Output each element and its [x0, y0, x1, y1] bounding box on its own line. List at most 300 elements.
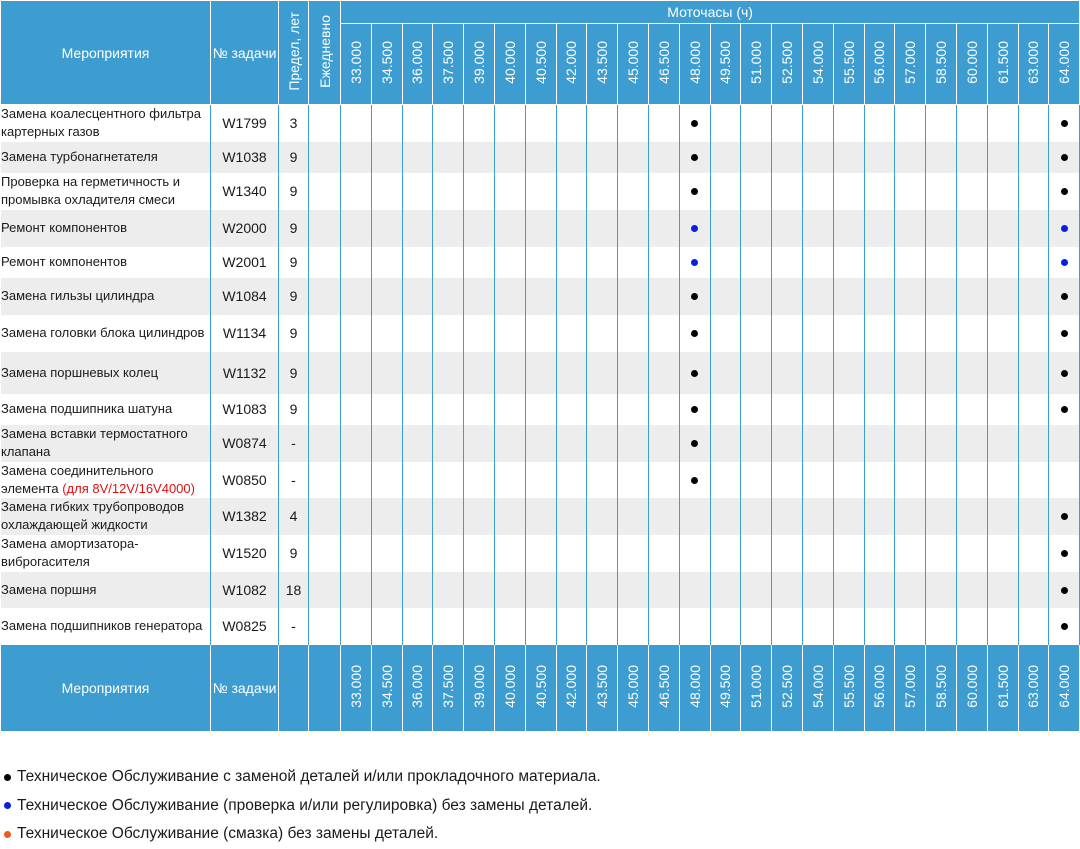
hour-cell-40.000 [494, 535, 525, 572]
hour-cell-37.500 [433, 425, 464, 462]
black-dot-icon [1061, 293, 1068, 300]
hour-cell-36.000 [402, 142, 433, 173]
hour-footer-63.000: 63.000 [1018, 645, 1049, 732]
blue-dot-icon [1061, 225, 1068, 232]
hour-cell-37.500 [433, 247, 464, 278]
hour-cell-60.000 [956, 210, 987, 247]
hour-cell-48.000 [679, 572, 710, 608]
hour-footer-43.500: 43.500 [587, 645, 618, 732]
header-task-number: № задачи [211, 1, 279, 105]
hour-cell-34.500 [371, 173, 402, 210]
daily-cell [309, 173, 341, 210]
hour-cell-55.500 [833, 394, 864, 425]
hour-cell-34.500 [371, 315, 402, 352]
hour-header-39.000: 39.000 [464, 24, 495, 105]
hour-cell-55.500 [833, 173, 864, 210]
hour-cell-33.000 [341, 315, 372, 352]
hour-cell-46.500 [648, 352, 679, 394]
hour-cell-39.000 [464, 105, 495, 142]
hour-cell-61.500 [987, 394, 1018, 425]
hour-cell-61.500 [987, 210, 1018, 247]
hour-cell-43.500 [587, 535, 618, 572]
hour-cell-51.000 [741, 394, 772, 425]
hour-cell-36.000 [402, 498, 433, 535]
hour-header-54.000: 54.000 [802, 24, 833, 105]
hour-cell-40.000 [494, 210, 525, 247]
hour-cell-45.000 [618, 535, 649, 572]
hour-cell-54.000 [802, 425, 833, 462]
hour-cell-60.000 [956, 535, 987, 572]
activity-cell: Замена амортизатора-виброгасителя [1, 535, 211, 572]
hour-cell-46.500 [648, 315, 679, 352]
hour-cell-57.000 [895, 173, 926, 210]
hour-cell-51.000 [741, 462, 772, 498]
hour-cell-52.500 [772, 142, 803, 173]
legend-text: Техническое Обслуживание (проверка и/или регулировка) без замены деталей. [17, 796, 593, 814]
hour-cell-48.000 [679, 173, 710, 210]
hour-cell-40.000 [494, 572, 525, 608]
header-daily: Ежедневно [309, 1, 341, 105]
hour-header-46.500: 46.500 [648, 24, 679, 105]
hour-cell-57.000 [895, 142, 926, 173]
hour-cell-55.500 [833, 572, 864, 608]
hour-cell-36.000 [402, 247, 433, 278]
hour-cell-57.000 [895, 462, 926, 498]
hour-cell-60.000 [956, 462, 987, 498]
table-row [1, 278, 1080, 315]
hour-cell-64.000 [1049, 462, 1080, 498]
limit-years-cell: 9 [279, 394, 309, 425]
hour-footer-58.500: 58.500 [926, 645, 957, 732]
hour-cell-37.500 [433, 315, 464, 352]
orange-dot-icon [4, 831, 11, 838]
hour-cell-60.000 [956, 247, 987, 278]
hour-cell-49.500 [710, 425, 741, 462]
hour-cell-42.000 [556, 278, 587, 315]
hour-cell-37.500 [433, 535, 464, 572]
hour-cell-54.000 [802, 315, 833, 352]
black-dot-icon [691, 154, 698, 161]
hour-cell-46.500 [648, 425, 679, 462]
hour-cell-63.000 [1018, 608, 1049, 645]
hour-cell-45.000 [618, 210, 649, 247]
hour-cell-34.500 [371, 210, 402, 247]
hour-cell-54.000 [802, 210, 833, 247]
hour-cell-64.000 [1049, 142, 1080, 173]
hour-cell-34.500 [371, 352, 402, 394]
hour-cell-40.500 [525, 462, 556, 498]
legend-item [4, 763, 601, 792]
hour-cell-61.500 [987, 572, 1018, 608]
hour-cell-63.000 [1018, 210, 1049, 247]
limit-years-cell: 9 [279, 352, 309, 394]
hour-cell-57.000 [895, 498, 926, 535]
hour-cell-40.000 [494, 105, 525, 142]
hour-cell-56.000 [864, 535, 895, 572]
legend-text: Техническое Обслуживание с заменой деталей и/или прокладочного материала. [17, 768, 601, 785]
hour-header-64.000: 64.000 [1049, 24, 1080, 105]
hour-cell-36.000 [402, 608, 433, 645]
hour-cell-48.000 [679, 535, 710, 572]
table-row [1, 352, 1080, 394]
hour-footer-36.000: 36.000 [402, 645, 433, 732]
hour-cell-54.000 [802, 247, 833, 278]
hour-cell-58.500 [926, 105, 957, 142]
hour-cell-52.500 [772, 210, 803, 247]
hour-cell-52.500 [772, 352, 803, 394]
hour-cell-39.000 [464, 498, 495, 535]
hour-cell-40.500 [525, 278, 556, 315]
hour-cell-34.500 [371, 394, 402, 425]
hour-cell-42.000 [556, 425, 587, 462]
hour-cell-45.000 [618, 572, 649, 608]
hour-cell-46.500 [648, 173, 679, 210]
hour-cell-60.000 [956, 278, 987, 315]
limit-years-cell: 9 [279, 315, 309, 352]
hour-cell-56.000 [864, 572, 895, 608]
hour-cell-63.000 [1018, 315, 1049, 352]
hour-cell-36.000 [402, 278, 433, 315]
hour-cell-49.500 [710, 462, 741, 498]
hour-cell-43.500 [587, 173, 618, 210]
limit-years-cell: 9 [279, 535, 309, 572]
hour-cell-63.000 [1018, 352, 1049, 394]
hour-cell-54.000 [802, 462, 833, 498]
hour-cell-46.500 [648, 105, 679, 142]
table-row [1, 535, 1080, 572]
hour-cell-46.500 [648, 572, 679, 608]
hour-cell-37.500 [433, 572, 464, 608]
hour-cell-60.000 [956, 572, 987, 608]
header-title-row [1, 1, 1080, 24]
hour-cell-33.000 [341, 535, 372, 572]
hour-cell-48.000 [679, 425, 710, 462]
hour-cell-61.500 [987, 498, 1018, 535]
hour-cell-57.000 [895, 425, 926, 462]
hour-cell-39.000 [464, 315, 495, 352]
legend-item [4, 792, 601, 821]
table-row [1, 498, 1080, 535]
hour-cell-33.000 [341, 394, 372, 425]
legend-text: Техническое Обслуживание (смазка) без замены деталей. [17, 825, 439, 842]
footer-daily [309, 645, 341, 732]
hour-cell-56.000 [864, 608, 895, 645]
hour-cell-34.500 [371, 498, 402, 535]
table-row [1, 142, 1080, 173]
task-number-cell: W1340 [211, 173, 279, 210]
footer-activity: Мероприятия [1, 645, 211, 732]
task-number-cell: W1132 [211, 352, 279, 394]
hour-footer-51.000: 51.000 [741, 645, 772, 732]
hour-cell-48.000 [679, 352, 710, 394]
hour-cell-63.000 [1018, 394, 1049, 425]
hour-cell-57.000 [895, 247, 926, 278]
footer-limit [279, 645, 309, 732]
hour-cell-42.000 [556, 173, 587, 210]
hour-cell-57.000 [895, 352, 926, 394]
hour-cell-56.000 [864, 425, 895, 462]
task-number-cell: W1382 [211, 498, 279, 535]
hour-cell-58.500 [926, 315, 957, 352]
daily-cell [309, 394, 341, 425]
hour-cell-52.500 [772, 535, 803, 572]
hour-cell-36.000 [402, 315, 433, 352]
hour-footer-52.500: 52.500 [772, 645, 803, 732]
hour-cell-33.000 [341, 498, 372, 535]
hour-cell-34.500 [371, 247, 402, 278]
hour-cell-48.000 [679, 315, 710, 352]
table-row [1, 173, 1080, 210]
hour-cell-48.000 [679, 462, 710, 498]
hour-cell-40.500 [525, 142, 556, 173]
limit-years-cell: 9 [279, 247, 309, 278]
hour-cell-63.000 [1018, 105, 1049, 142]
hour-cell-56.000 [864, 278, 895, 315]
hour-footer-55.500: 55.500 [833, 645, 864, 732]
activity-cell: Замена соединительного элемента (для 8V/12V/16V4000) [1, 462, 211, 498]
hour-cell-48.000 [679, 278, 710, 315]
table-row [1, 394, 1080, 425]
daily-cell [309, 535, 341, 572]
black-dot-icon [1061, 154, 1068, 161]
hour-cell-52.500 [772, 572, 803, 608]
activity-cell: Замена головки блока цилиндров [1, 315, 211, 352]
hour-cell-61.500 [987, 315, 1018, 352]
hour-cell-55.500 [833, 278, 864, 315]
task-number-cell: W1082 [211, 572, 279, 608]
hour-cell-34.500 [371, 142, 402, 173]
hour-cell-42.000 [556, 105, 587, 142]
black-dot-icon [1061, 550, 1068, 557]
hour-cell-40.000 [494, 352, 525, 394]
hour-cell-40.000 [494, 608, 525, 645]
hour-cell-58.500 [926, 498, 957, 535]
hour-cell-43.500 [587, 352, 618, 394]
hour-cell-43.500 [587, 425, 618, 462]
hour-cell-64.000 [1049, 315, 1080, 352]
hour-cell-45.000 [618, 352, 649, 394]
table-row [1, 105, 1080, 142]
limit-years-cell: - [279, 462, 309, 498]
hour-cell-56.000 [864, 462, 895, 498]
blue-dot-icon [691, 259, 698, 266]
hour-footer-49.500: 49.500 [710, 645, 741, 732]
hour-cell-46.500 [648, 247, 679, 278]
hour-cell-48.000 [679, 394, 710, 425]
hour-cell-60.000 [956, 425, 987, 462]
hour-cell-37.500 [433, 105, 464, 142]
blue-dot-icon [1061, 259, 1068, 266]
hour-cell-40.000 [494, 315, 525, 352]
hour-cell-45.000 [618, 498, 649, 535]
hour-cell-56.000 [864, 173, 895, 210]
hour-cell-54.000 [802, 278, 833, 315]
hour-cell-42.000 [556, 535, 587, 572]
hour-cell-52.500 [772, 608, 803, 645]
hour-cell-43.500 [587, 608, 618, 645]
hour-cell-64.000 [1049, 278, 1080, 315]
hour-cell-45.000 [618, 425, 649, 462]
hour-cell-55.500 [833, 535, 864, 572]
hour-cell-61.500 [987, 142, 1018, 173]
hour-cell-36.000 [402, 572, 433, 608]
hour-cell-40.500 [525, 247, 556, 278]
activity-cell: Замена подшипника шатуна [1, 394, 211, 425]
hour-cell-40.500 [525, 498, 556, 535]
hour-cell-61.500 [987, 608, 1018, 645]
hour-header-55.500: 55.500 [833, 24, 864, 105]
hour-footer-64.000: 64.000 [1049, 645, 1080, 732]
hour-cell-52.500 [772, 247, 803, 278]
hour-cell-52.500 [772, 394, 803, 425]
hour-cell-40.500 [525, 394, 556, 425]
hour-cell-61.500 [987, 247, 1018, 278]
hour-cell-43.500 [587, 394, 618, 425]
task-number-cell: W1038 [211, 142, 279, 173]
hour-cell-61.500 [987, 425, 1018, 462]
table-row [1, 425, 1080, 462]
hour-cell-58.500 [926, 210, 957, 247]
hour-cell-51.000 [741, 142, 772, 173]
hour-cell-60.000 [956, 498, 987, 535]
black-dot-icon [691, 370, 698, 377]
table-row [1, 462, 1080, 498]
daily-cell [309, 210, 341, 247]
hour-cell-37.500 [433, 352, 464, 394]
hour-cell-36.000 [402, 462, 433, 498]
hour-cell-54.000 [802, 535, 833, 572]
hour-footer-60.000: 60.000 [956, 645, 987, 732]
header-activity: Мероприятия [1, 1, 211, 105]
limit-years-cell: 9 [279, 142, 309, 173]
daily-cell [309, 315, 341, 352]
daily-cell [309, 247, 341, 278]
hour-cell-49.500 [710, 572, 741, 608]
hour-cell-33.000 [341, 425, 372, 462]
black-dot-icon [691, 188, 698, 195]
task-number-cell: W2000 [211, 210, 279, 247]
black-dot-icon [691, 406, 698, 413]
hour-footer-33.000: 33.000 [341, 645, 372, 732]
hour-cell-55.500 [833, 498, 864, 535]
hour-cell-40.500 [525, 425, 556, 462]
task-number-cell: W0825 [211, 608, 279, 645]
black-dot-icon [691, 293, 698, 300]
hour-cell-40.000 [494, 394, 525, 425]
hour-cell-40.000 [494, 462, 525, 498]
hour-cell-40.500 [525, 315, 556, 352]
hour-cell-64.000 [1049, 498, 1080, 535]
activity-cell: Замена гильзы цилиндра [1, 278, 211, 315]
hour-footer-39.000: 39.000 [464, 645, 495, 732]
hour-cell-52.500 [772, 462, 803, 498]
hour-cell-39.000 [464, 210, 495, 247]
hour-cell-58.500 [926, 352, 957, 394]
limit-years-cell: 9 [279, 278, 309, 315]
hour-cell-40.500 [525, 105, 556, 142]
hour-cell-55.500 [833, 462, 864, 498]
hour-header-34.500: 34.500 [371, 24, 402, 105]
hour-cell-45.000 [618, 462, 649, 498]
hour-cell-39.000 [464, 535, 495, 572]
black-dot-icon [1061, 587, 1068, 594]
limit-years-cell: 4 [279, 498, 309, 535]
hour-cell-55.500 [833, 142, 864, 173]
black-dot-icon [691, 330, 698, 337]
activity-cell: Замена вставки термостатного клапана [1, 425, 211, 462]
hour-cell-39.000 [464, 142, 495, 173]
hour-cell-51.000 [741, 247, 772, 278]
task-number-cell: W1799 [211, 105, 279, 142]
hour-cell-43.500 [587, 498, 618, 535]
hour-cell-60.000 [956, 394, 987, 425]
hour-cell-39.000 [464, 247, 495, 278]
hour-cell-40.000 [494, 425, 525, 462]
hour-cell-56.000 [864, 105, 895, 142]
hour-cell-57.000 [895, 608, 926, 645]
blue-dot-icon [691, 225, 698, 232]
black-dot-icon [1061, 120, 1068, 127]
hour-cell-43.500 [587, 462, 618, 498]
hour-footer-42.000: 42.000 [556, 645, 587, 732]
hour-cell-51.000 [741, 498, 772, 535]
hour-cell-42.000 [556, 247, 587, 278]
hour-cell-54.000 [802, 352, 833, 394]
hour-cell-49.500 [710, 142, 741, 173]
limit-years-cell: 9 [279, 210, 309, 247]
hour-cell-48.000 [679, 608, 710, 645]
activity-cell: Проверка на герметичность и промывка охладителя смеси [1, 173, 211, 210]
daily-cell [309, 498, 341, 535]
hour-cell-43.500 [587, 142, 618, 173]
hour-cell-45.000 [618, 278, 649, 315]
hour-footer-37.500: 37.500 [433, 645, 464, 732]
hour-cell-55.500 [833, 247, 864, 278]
hour-cell-56.000 [864, 210, 895, 247]
hour-cell-57.000 [895, 315, 926, 352]
hour-cell-60.000 [956, 142, 987, 173]
hour-header-36.000: 36.000 [402, 24, 433, 105]
hour-cell-63.000 [1018, 247, 1049, 278]
hour-cell-64.000 [1049, 173, 1080, 210]
hour-cell-56.000 [864, 142, 895, 173]
hour-header-40.500: 40.500 [525, 24, 556, 105]
hour-cell-54.000 [802, 608, 833, 645]
activity-cell: Замена турбонагнетателя [1, 142, 211, 173]
hour-cell-61.500 [987, 278, 1018, 315]
hour-cell-48.000 [679, 105, 710, 142]
hour-footer-40.500: 40.500 [525, 645, 556, 732]
hour-cell-36.000 [402, 394, 433, 425]
hour-header-57.000: 57.000 [895, 24, 926, 105]
hour-cell-40.000 [494, 498, 525, 535]
hour-cell-57.000 [895, 105, 926, 142]
hour-cell-52.500 [772, 315, 803, 352]
activity-cell: Замена гибких трубопроводов охлаждающей жидкости [1, 498, 211, 535]
hour-cell-46.500 [648, 278, 679, 315]
hour-footer-54.000: 54.000 [802, 645, 833, 732]
hour-cell-58.500 [926, 462, 957, 498]
activity-cell: Замена поршневых колец [1, 352, 211, 394]
hour-cell-39.000 [464, 173, 495, 210]
hour-header-43.500: 43.500 [587, 24, 618, 105]
activity-cell: Ремонт компонентов [1, 210, 211, 247]
hour-cell-43.500 [587, 315, 618, 352]
activity-cell: Замена поршня [1, 572, 211, 608]
hour-cell-64.000 [1049, 105, 1080, 142]
header-hours-title: Моточасы (ч) [341, 1, 1080, 24]
hour-cell-64.000 [1049, 535, 1080, 572]
